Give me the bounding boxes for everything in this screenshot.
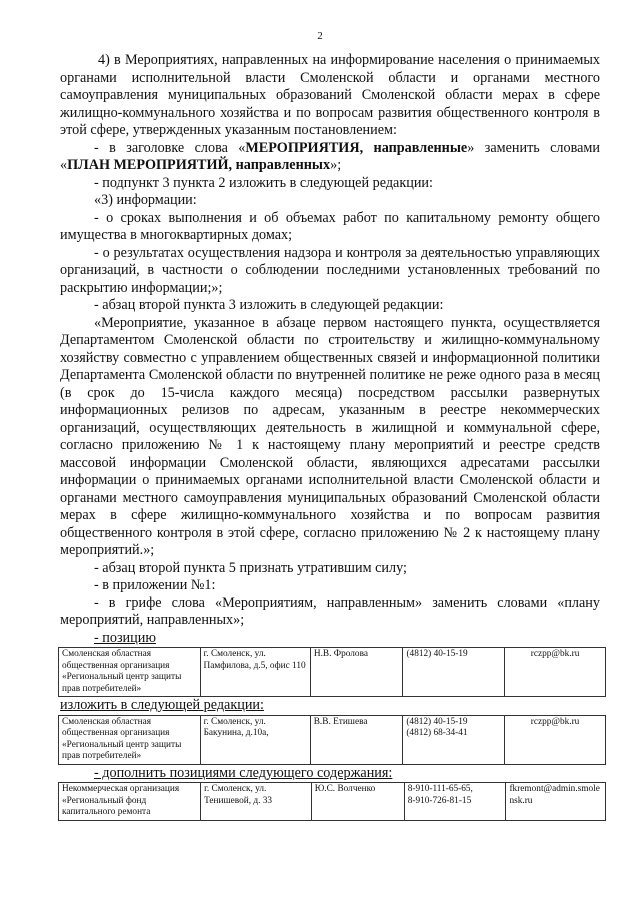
cell-person: В.В. Етишева: [310, 715, 403, 764]
paragraph-supervision: - о результатах осуществления надзора и контроля за деятельностью управляющих организаций, в частности о соблюдении последними установленных требований по раскрытию информации;»;: [60, 244, 600, 296]
heading-add-positions: - дополнить позициями следующего содержания:: [94, 764, 393, 781]
text-fragment: »;: [330, 157, 342, 173]
paragraph-point-3: - абзац второй пункта 3 изложить в следующей редакции:: [94, 297, 444, 313]
page-number: 2: [317, 30, 323, 42]
paragraph-repair-terms: - о сроках выполнения и об объемах работ по капитальному ремонту общего имущества в многоквартирных домах;: [60, 209, 600, 243]
heading-new-edition: изложить в следующей редакции:: [60, 697, 264, 713]
table-old-position: [58, 647, 606, 697]
bold-new-title: ПЛАН МЕРОПРИЯТИЙ, направленных: [67, 157, 331, 173]
table-row: [59, 715, 606, 764]
paragraph-stamp: - в грифе слова «Мероприятиям, направленным» заменить словами «плану мероприятий, направленных»;: [60, 594, 600, 628]
cell-email: fkremont@admin.smolensk.ru: [506, 783, 606, 821]
paragraph-event-description: «Мероприятие, указанное в абзаце первом настоящего пункта, осуществляется Департаментом Смоленской области по строительству и жилищно-коммунальному хозяйству совместно с управлением общественных связей и информационной политики Департамента Смоленской области по внутренней политике не реже одного раза в месяц (в срок до 15-числа каждого месяца) посредством рассылки развернутых информационных релизов по адресам, указанным в реестре некоммерческих организаций, осуществляющих деятельность в жилищной и коммунальной сфере, согласно приложению № 1 к настоящему плану мероприятий и реестре средств массовой информации Смоленской области, являющихся адресатами рассылки информации о принимаемых органами исполнительной власти Смоленской области и органами местного самоуправления муниципальных образований Смоленской области мерах в сфере жилищно-коммунального хозяйства и по вопросам развития общественного контроля в этой сфере, согласно приложению № 2 к настоящему плану мероприятий.»;: [60, 314, 600, 558]
phone-line-1: (4812) 40-15-19: [406, 716, 468, 727]
table-new-position: [58, 715, 606, 765]
bold-old-title: МЕРОПРИЯТИЯ, направленные: [245, 139, 468, 156]
cell-organization: Смоленская областная общественная организация «Региональный центр защиты прав потребителей»: [59, 648, 201, 697]
phone-line-2: 8-910-726-81-15: [407, 795, 472, 806]
cell-phone: (4812) 40-15-19: [403, 648, 505, 697]
phone-line-2: (4812) 68-34-41: [406, 728, 468, 738]
cell-organization: Некоммерческая организация «Региональный фонд капитального ремонта: [59, 783, 201, 821]
paragraph-subpoint-3: - подпункт 3 пункта 2 изложить в следующей редакции:: [94, 174, 433, 191]
heading-position: - позицию: [94, 629, 156, 646]
table-row: [59, 783, 606, 821]
text-fragment: - в заголовке слова «: [94, 139, 246, 156]
document-body: [60, 52, 600, 821]
table-row: [59, 648, 606, 697]
cell-phone: [403, 715, 505, 764]
cell-email: rczpp@bk.ru: [505, 715, 606, 764]
paragraph-point-5: - абзац второй пункта 5 признать утратившим силу;: [94, 559, 407, 576]
cell-person: Н.В. Фролова: [310, 648, 403, 697]
table-added-position: [58, 782, 606, 821]
cell-organization: Смоленская областная общественная организация «Региональный центр защиты прав потребителей»: [59, 715, 201, 764]
paragraph-heading-change: [60, 140, 600, 175]
paragraph-item-4: 4) в Мероприятиях, направленных на информирование населения о принимаемых органами исполнительной власти Смоленской области и органами местного самоуправления муниципальных образований Смоленской области мерах в сфере жилищно-коммунального хозяйства и по вопросам развития общественного контроля в этой сфере, утвержденных указанным постановлением:: [60, 52, 600, 138]
cell-address: г. Смоленск, ул. Тенишевой, д. 33: [201, 783, 312, 821]
text-fragment: » заменить словами «: [60, 139, 600, 173]
cell-address: г. Смоленск, ул. Памфилова, д.5, офис 110: [200, 648, 310, 697]
paragraph-quote-3: «3) информации:: [94, 192, 197, 208]
cell-phone: [404, 783, 506, 821]
cell-address: г. Смоленск, ул. Бакунина, д.10а,: [200, 715, 310, 764]
cell-person: Ю.С. Волченко: [311, 783, 404, 821]
phone-line-1: 8-910-111-65-65,: [407, 784, 473, 794]
paragraph-appendix-1: - в приложении №1:: [94, 577, 216, 593]
cell-email: rczpp@bk.ru: [505, 648, 606, 697]
